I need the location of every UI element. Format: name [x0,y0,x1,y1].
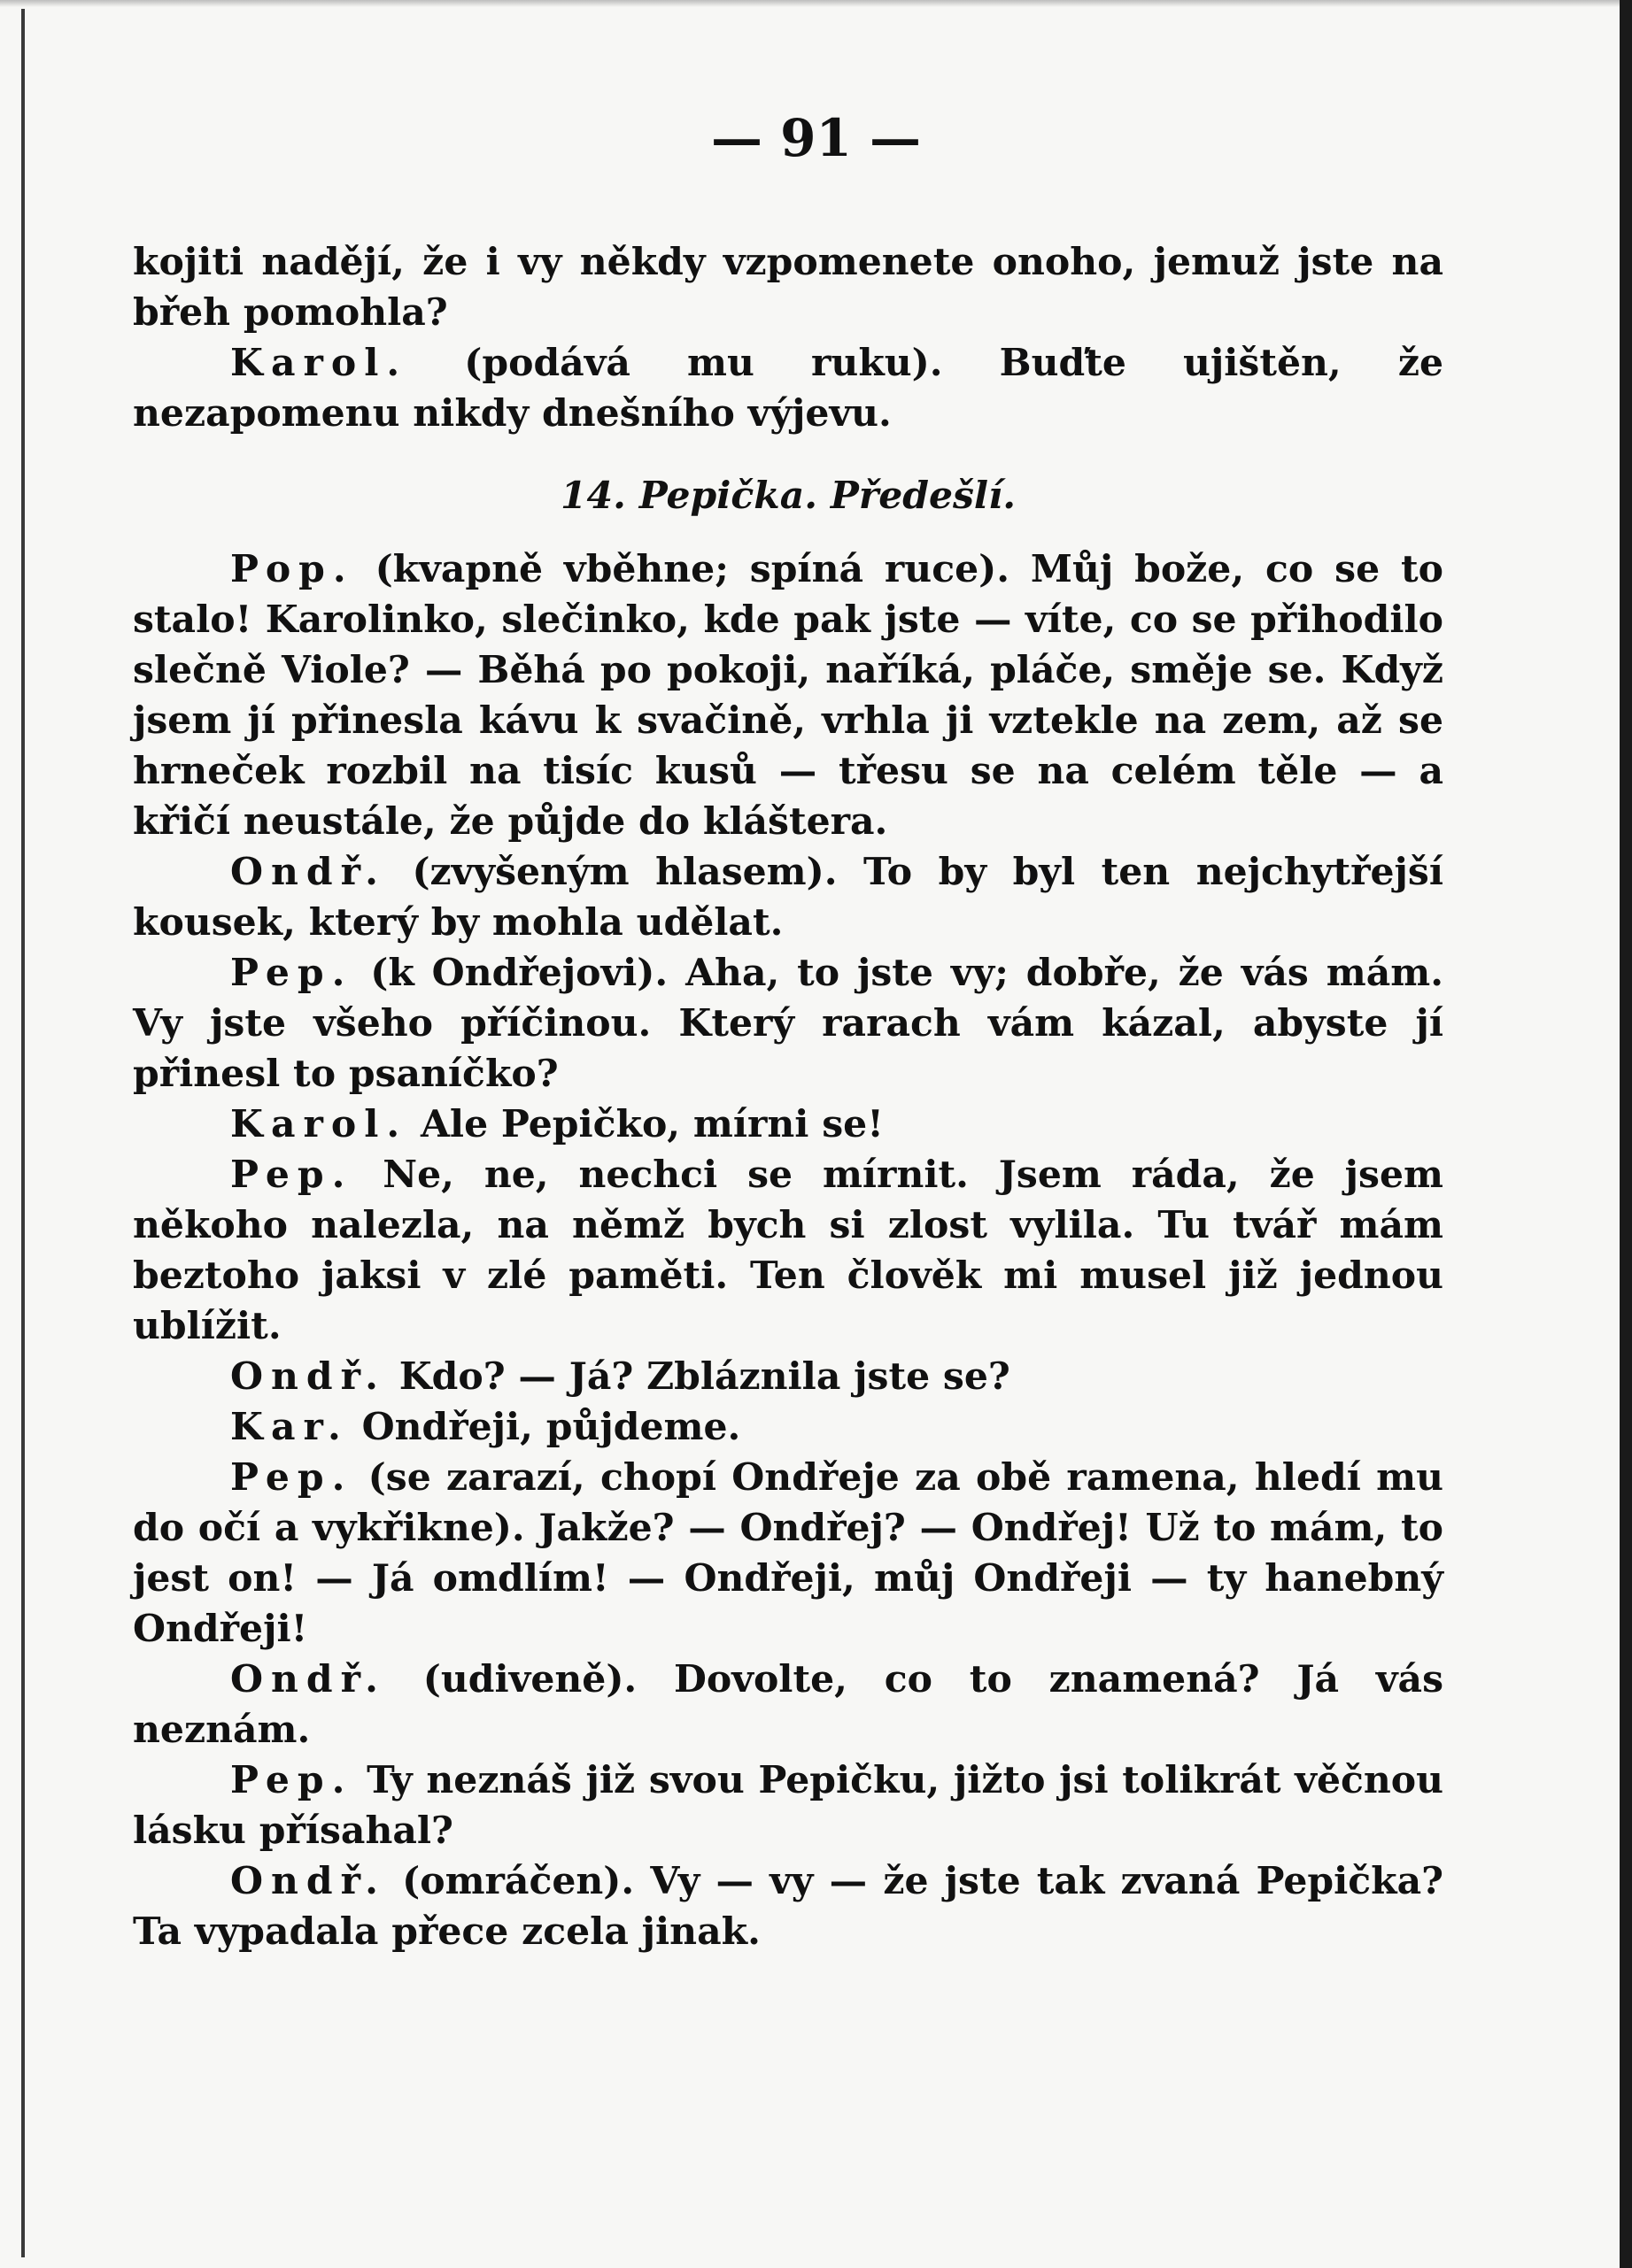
page-number: — 91 — [710,108,922,168]
paragraph [133,948,1443,1099]
speaker-name: Pop. [230,547,354,591]
paragraph [133,1352,1443,1402]
speaker-name: Karol. [230,341,408,385]
paragraph [133,1453,1443,1655]
paragraph-text: Ale Pepičko, mírni se! [420,1102,884,1146]
speaker-name: Karol. [230,1102,408,1146]
paragraph [133,847,1443,948]
speaker-name: Pep. [230,951,353,995]
paragraph-text: (omráčen). Vy — vy — že jste tak zvaná Pepička? Ta vypadala přece zcela jinak. [133,1859,1444,1954]
paragraph-text: (k Ondřejovi). Aha, to jste vy; dobře, že vás mám. Vy jste všeho příčinou. Který rarach vám kázal, abyste jí přinesl to psaníčko? [133,951,1443,1096]
paragraph-text: Ondřeji, půjdeme. [361,1405,741,1449]
scene-heading: 14. Pepička. Předešlí. [560,474,1017,518]
speaker-name: Kar. [230,1405,349,1449]
paragraph [133,338,1443,439]
paragraph-text: Ne, ne, nechci se mírnit. Jsem ráda, že jsem někoho nalezla, na němž bych si zlost vylila. Tu tvář mám beztoho jaksi v zlé paměti. Ten člověk mi musel již jednou ublížit. [133,1153,1443,1348]
paragraph [133,237,1443,338]
speaker-name: Ondř. [230,1354,386,1399]
paragraph [133,1655,1443,1755]
paragraph-text: (se zarazí, chopí Ondřeje za obě ramena, hledí mu do očí a vykřikne). Jakže? — Ondřej? — Ondřej! Už to mám, to jest on! — Já omdlím! — Ondřeji, můj Ondřeji — ty hanebný Ondřeji! [133,1455,1444,1651]
paragraph-text: (podává mu ruku). Buďte ujištěn, že nezapomenu nikdy dnešního výjevu. [133,341,1444,436]
speaker-name: Pep. [230,1758,353,1802]
paragraph [133,1402,1443,1453]
speaker-name: Ondř. [230,1859,386,1903]
speaker-name: Ondř. [230,850,386,894]
page-top-shadow [0,0,1632,7]
speaker-name: Ondř. [230,1657,386,1701]
paragraph [133,1099,1443,1150]
speaker-name: Pep. [230,1153,353,1197]
paragraph [133,1150,1443,1352]
paragraph-text: (udiveně). Dovolte, co to znamená? Já vás neznám. [133,1657,1444,1752]
page-left-edge [21,9,25,2257]
paragraph-text: Ty neznáš již svou Pepičku, jižto jsi tolikrát věčnou lásku přísahal? [133,1758,1444,1853]
paragraph-text: (kvapně vběhne; spíná ruce). Můj bože, co se to stalo! Karolinko, slečinko, kde pak jste — víte, co se přihodilo slečně Viole? — Běhá po pokoji, naříká, pláče, směje se. Když jsem jí přinesla kávu k svačině, vrhla ji vztekle na zem, až se hrneček rozbil na tisíc kusů — třesu se na celém těle — a křičí neustále, že půjde do kláštera. [133,547,1443,844]
paragraph-text: kojiti nadějí, že i vy někdy vzpomenete onoho, jemuž jste na břeh pomohla? [133,240,1443,335]
paragraph-text: (zvyšeným hlasem). To by byl ten nejchytřejší kousek, který by mohla udělat. [133,850,1443,945]
paragraph-text: Kdo? — Já? Zbláznila jste se? [398,1354,1010,1399]
page-right-edge [1620,0,1632,2268]
page-text [133,237,1443,1957]
paragraph [133,1856,1443,1957]
paragraph [133,544,1443,847]
paragraph [133,1755,1443,1856]
speaker-name: Pep. [230,1455,353,1500]
